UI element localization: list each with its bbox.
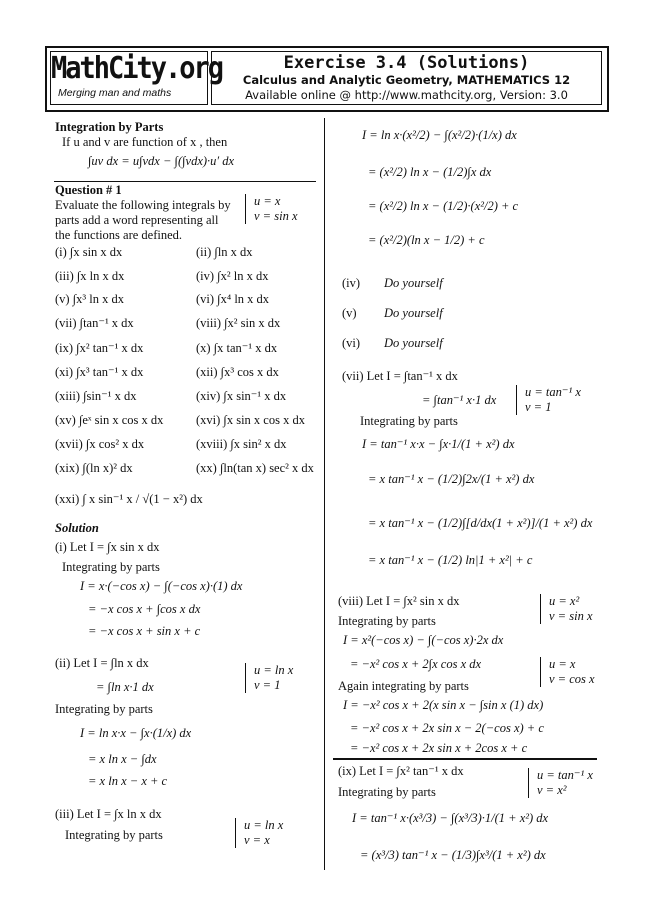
- question-text: Evaluate the following integrals by: [55, 198, 231, 212]
- method-label: Integrating by parts: [338, 614, 436, 628]
- math-line: = ∫ln x·1 dx: [96, 680, 154, 694]
- title-box: [211, 51, 602, 105]
- part-label: (vi): [342, 336, 361, 350]
- question-item: (xx) ∫ln(tan x) sec² x dx: [196, 461, 314, 475]
- substitution-box: [245, 194, 298, 224]
- question-item: (ii) ∫ln x dx: [196, 245, 253, 259]
- math-line: = (x²/2)(ln x − 1/2) + c: [368, 233, 485, 247]
- substitution-u: u = x²: [549, 594, 580, 608]
- solution-let: (vii) Let I = ∫tan⁻¹ x dx: [342, 369, 458, 383]
- solution-let: (ii) Let I = ∫ln x dx: [55, 656, 149, 670]
- question-item: (v) ∫x³ ln x dx: [55, 292, 124, 306]
- math-line: = −x² cos x + 2x sin x + 2cos x + c: [350, 741, 528, 755]
- page-title: Exercise 3.4 (Solutions): [283, 53, 530, 73]
- question-item: (viii) ∫x² sin x dx: [196, 316, 281, 330]
- substitution-box: [528, 768, 593, 798]
- math-line: I = x·(−cos x) − ∫(−cos x)·(1) dx: [80, 579, 243, 593]
- solution-let: (i) Let I = ∫x sin x dx: [55, 540, 160, 554]
- question-item: (xii) ∫x³ cos x dx: [196, 365, 279, 379]
- method-label: Integrating by parts: [55, 702, 153, 716]
- question-item: (iv) ∫x² ln x dx: [196, 269, 269, 283]
- section-rule: [54, 181, 316, 182]
- math-line: = ∫tan⁻¹ x·1 dx: [422, 393, 497, 407]
- math-line: I = tan⁻¹ x·(x³/3) − ∫(x³/3)·1/(1 + x²) dx: [352, 811, 549, 825]
- part-label: (iv): [342, 276, 361, 290]
- substitution-v: v = x²: [537, 783, 567, 797]
- substitution-u: u = tan⁻¹ x: [525, 385, 581, 399]
- math-line: I = ln x·(x²/2) − ∫(x²/2)·(1/x) dx: [362, 128, 517, 142]
- substitution-u: u = ln x: [244, 818, 284, 832]
- math-line: I = x²(−cos x) − ∫(−cos x)·2x dx: [343, 633, 504, 647]
- math-line: = (x²/2) ln x − (1/2)·(x²/2) + c: [368, 199, 519, 213]
- method-label: Integrating by parts: [360, 414, 458, 428]
- question-item: (vii) ∫tan⁻¹ x dx: [55, 316, 134, 330]
- math-line: = x ln x − ∫dx: [88, 752, 157, 766]
- question-item: (xvi) ∫x sin x cos x dx: [196, 413, 305, 427]
- solution-let: (viii) Let I = ∫x² sin x dx: [338, 594, 460, 608]
- question-item: (xxi) ∫ x sin⁻¹ x / √(1 − x²) dx: [55, 492, 203, 506]
- math-line: = (x²/2) ln x − (1/2)∫x dx: [368, 165, 492, 179]
- column-divider: [324, 118, 325, 870]
- method-label: Again integrating by parts: [338, 679, 469, 693]
- math-line: = −x cos x + sin x + c: [88, 624, 201, 638]
- intro-heading: Integration by Parts: [55, 120, 164, 134]
- do-yourself-text: Do yourself: [384, 336, 443, 350]
- page-header: [45, 46, 609, 112]
- substitution-v: v = 1: [525, 400, 552, 414]
- intro-text: If u and v are function of x , then: [62, 135, 228, 149]
- availability-text: Available online @ http://www.mathcity.org, Version: 3.0: [245, 88, 568, 102]
- substitution-v: v = x: [244, 833, 270, 847]
- substitution-v: v = 1: [254, 678, 281, 692]
- tagline: Merging man and maths: [58, 87, 172, 99]
- part-label: (v): [342, 306, 357, 320]
- substitution-box: [235, 818, 283, 848]
- math-line: = −x² cos x + 2x sin x − 2(−cos x) + c: [350, 721, 544, 735]
- math-line: = x tan⁻¹ x − (1/2) ln|1 + x²| + c: [368, 553, 533, 567]
- substitution-v: v = sin x: [254, 209, 298, 223]
- section-rule: [333, 758, 597, 760]
- question-item: (xvii) ∫x cos² x dx: [55, 437, 145, 451]
- question-item: (x) ∫x tan⁻¹ x dx: [196, 341, 278, 355]
- math-line: = x ln x − x + c: [88, 774, 168, 788]
- math-line: = −x² cos x + 2∫x cos x dx: [350, 657, 482, 671]
- question-item: (xviii) ∫x sin² x dx: [196, 437, 287, 451]
- question-item: (xiii) ∫sin⁻¹ x dx: [55, 389, 137, 403]
- question-item: (xv) ∫eˣ sin x cos x dx: [55, 413, 164, 427]
- substitution-v: v = cos x: [549, 672, 595, 686]
- method-label: Integrating by parts: [65, 828, 163, 842]
- math-line: I = −x² cos x + 2(x sin x − ∫sin x (1) dx): [343, 698, 544, 712]
- math-line: = x tan⁻¹ x − (1/2)∫[d/dx(1 + x²)]/(1 + x²) dx: [368, 516, 593, 530]
- substitution-u: u = x: [254, 194, 281, 208]
- math-line: = (x³/3) tan⁻¹ x − (1/3)∫x³/(1 + x²) dx: [360, 848, 546, 862]
- substitution-box: [540, 657, 595, 687]
- do-yourself-text: Do yourself: [384, 276, 443, 290]
- method-label: Integrating by parts: [62, 560, 160, 574]
- question-item: (xiv) ∫x sin⁻¹ x dx: [196, 389, 287, 403]
- math-line: = x tan⁻¹ x − (1/2)∫2x/(1 + x²) dx: [368, 472, 535, 486]
- math-line: I = ln x·x − ∫x·(1/x) dx: [80, 726, 192, 740]
- page-subtitle: Calculus and Analytic Geometry, MATHEMATICS 12: [242, 73, 571, 87]
- method-label: Integrating by parts: [338, 785, 436, 799]
- question-text: parts add a word representing all: [55, 213, 219, 227]
- question-heading: Question # 1: [55, 183, 122, 197]
- question-item: (i) ∫x sin x dx: [55, 245, 123, 259]
- question-item: (xi) ∫x³ tan⁻¹ x dx: [55, 365, 144, 379]
- solution-let: (iii) Let I = ∫x ln x dx: [55, 807, 162, 821]
- substitution-u: u = ln x: [254, 663, 294, 677]
- question-text: the functions are defined.: [55, 228, 183, 242]
- solution-let: (ix) Let I = ∫x² tan⁻¹ x dx: [338, 764, 464, 778]
- question-item: (xix) ∫(ln x)² dx: [55, 461, 133, 475]
- intro-formula: ∫uv dx = u∫vdx − ∫(∫vdx)·u′ dx: [88, 154, 235, 168]
- substitution-u: u = x: [549, 657, 576, 671]
- site-logo[interactable]: MathCity.org: [51, 51, 223, 86]
- question-item: (ix) ∫x² tan⁻¹ x dx: [55, 341, 144, 355]
- question-item: (iii) ∫x ln x dx: [55, 269, 125, 283]
- question-item: (vi) ∫x⁴ ln x dx: [196, 292, 270, 306]
- substitution-box: [516, 385, 581, 415]
- solution-heading: Solution: [55, 521, 99, 535]
- math-line: I = tan⁻¹ x·x − ∫x·1/(1 + x²) dx: [362, 437, 515, 451]
- do-yourself-text: Do yourself: [384, 306, 443, 320]
- substitution-v: v = sin x: [549, 609, 593, 623]
- substitution-box: [540, 594, 593, 624]
- math-line: = −x cos x + ∫cos x dx: [88, 602, 201, 616]
- brand-box: [50, 51, 223, 105]
- substitution-u: u = tan⁻¹ x: [537, 768, 593, 782]
- substitution-box: [245, 663, 293, 693]
